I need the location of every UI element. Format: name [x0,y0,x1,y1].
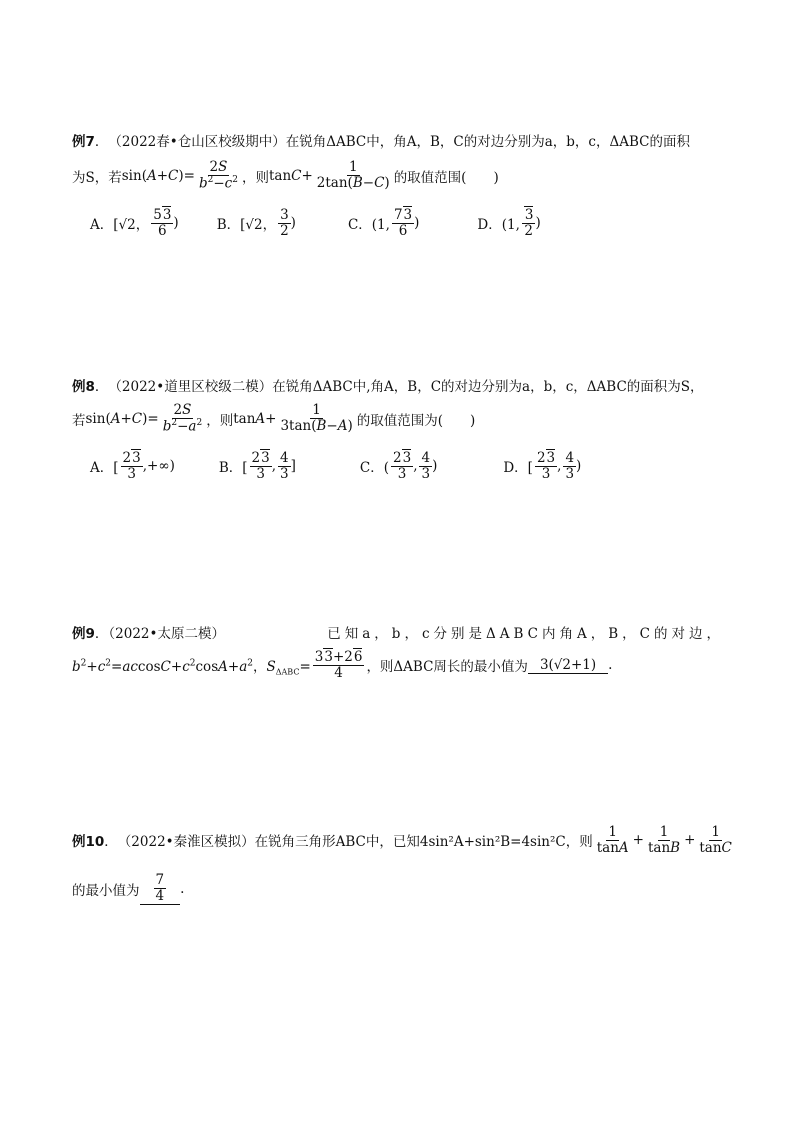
option-d: D．(1, [477,217,520,234]
example-10-label: 例10 [72,834,105,851]
example-8-source: （2022•道里区校级二模） [108,379,273,395]
option-b-frac: $\frac{3}{2}$ [280,207,289,239]
example-8-formula-1: sin(A+C)= [85,410,159,427]
option-b: B．[√2， [216,217,277,234]
option-b-frac1: $\frac{23}{3}$ [251,450,270,482]
example-9-label: 例9 [72,626,95,642]
example-7-text-4: 的取值范围( ) [393,169,499,186]
example-10-line-1: 例10 ． （2022•秦淮区模拟） 在锐角三角形ABC中，已知4sin²A+sin²B=4sin²C，则 $\frac{1}{\tan A}$ + $\frac{1}{\tan B}$ + $\frac{1}{\tan C}$ [72,824,732,856]
example-10-frac-b: $\frac{1}{\tan B}$ [647,824,681,856]
example-9-line-2 [72,650,612,681]
example-10-line-2 [72,873,184,905]
example-10-end: . [180,880,185,897]
option-c: C．(1, [347,217,390,234]
example-7-label: 例7 [72,134,95,150]
option-c-end: ) [414,215,420,232]
example-10-answer: $\frac{7}{4}$ [140,873,181,905]
option-a-frac: $\frac{23}{3}$ [122,450,141,482]
example-10-text-2: 的最小值为 [72,882,140,899]
example-8-line-1: 例8 ． （2022•道里区校级二模） 在锐角ΔABC中,角A，B，C的对边分别为a，b，c，ΔABC的面积为S， [72,375,704,395]
option-a-frac: $\frac{53}{6}$ [153,207,172,239]
example-7-formula-1: sin(A+C)= [121,167,195,184]
option-a: A．[√2， [90,217,150,234]
option-c-frac2: $\frac{4}{3}$ [421,450,431,482]
example-9-line-1: 例9．（2022•太原二模） 已知a，b，c分别是ΔABC内角A，B，C的对边， [72,622,724,642]
example-8-text-1: 在锐角ΔABC中,角A，B，C的对边分别为a，b，c，ΔABC的面积为S， [272,379,704,395]
example-10-source: （2022•秦淮区模拟） [117,834,255,851]
option-b-frac2: $\frac{4}{3}$ [280,450,289,482]
example-7-line-1: 例7 ． （2022春•仓山区校级期中） 在锐角ΔABC中，角A，B，C的对边分别为a，b，c，ΔABC的面积 [72,130,690,150]
example-9-text-2: ，则ΔABC周长的最小值为 [366,659,528,676]
option-b: B．[ [218,460,248,477]
option-d: D．[ [503,460,533,477]
example-9-end: . [608,657,613,674]
option-d-frac: $\frac{3}{2}$ [522,208,536,239]
example-10-text-1: 在锐角三角形ABC中，已知4sin²A+sin²B=4sin²C，则 [254,834,593,851]
example-9-text-1: 已知a，b，c分别是ΔABC内角A，B，C的对边， [327,626,724,642]
example-8-label: 例8 [72,379,95,395]
example-10-frac-c: $\frac{1}{\tan C}$ [699,824,732,856]
option-c-frac1: $\frac{23}{3}$ [393,450,412,482]
option-a-end: ,+∞) [142,458,175,475]
option-d-frac1: $\frac{23}{3}$ [536,450,556,482]
option-d-end: ) [576,458,582,475]
example-9-answer: 3(√2+1) [528,657,608,674]
example-7-source: （2022春•仓山区校级期中） [108,134,286,150]
example-8-line-2 [72,403,475,434]
example-7-text-1: 在锐角ΔABC中，角A，B，C的对边分别为a，b，c，ΔABC的面积 [285,134,690,150]
example-7-formula-2: tanC+ [268,167,313,184]
example-7-options [90,208,541,239]
option-a: A．[ [90,460,119,477]
example-8-options: A．[ $\frac{23}{3}$ ,+∞) B．[ $\frac{23}{3}$ , $\frac{4}{3}$ ] C．( $\frac{23}{3}$ , $\frac{4}{3}$ ) D．[ $\frac{23}{3}$ , $\frac{4}{3}$ ) [90,450,582,482]
example-7-text-3: ，则 [241,169,269,186]
example-7-fraction-area: $\frac{2S}{b^2-c^2}$ [198,159,238,192]
option-d-end: ) [535,215,541,232]
option-c: C．( [359,460,389,477]
example-8-text-3: ，则 [206,412,234,429]
example-10-frac-a: $\frac{1}{\tan A}$ [596,824,629,856]
example-9-formula-1: $b^2+c^2=accosC+c^2\cos A+a^2$，$S_{\Delta ABC}=$ [72,658,311,677]
example-7-fraction-tan: $\frac{1}{2\tan(B-C)}$ [316,159,390,192]
option-c-end: ) [432,458,438,475]
example-8-fraction-tan: $\frac{1}{3\tan(B-A)}$ [280,402,353,435]
option-c-frac: $\frac{73}{6}$ [393,207,413,239]
option-b-end: ) [290,215,296,232]
example-7-text-2: 为S，若 [72,169,122,186]
example-8-fraction-area: $\frac{2S}{b^2-a^2}$ [162,402,203,435]
example-8-formula-2: tanA+ [233,410,277,427]
option-d-frac2: $\frac{4}{3}$ [565,450,575,482]
option-b-end: ] [290,458,296,475]
example-8-text-4: 的取值范围为( ) [356,412,476,429]
example-9-fraction-area: $\frac{33+26}{4}$ [314,649,363,681]
option-a-end: ) [173,215,179,232]
example-8-text-2: 若 [72,412,86,429]
example-7-line-2 [72,160,499,191]
example-9-source: （2022•太原二模） [108,626,225,642]
